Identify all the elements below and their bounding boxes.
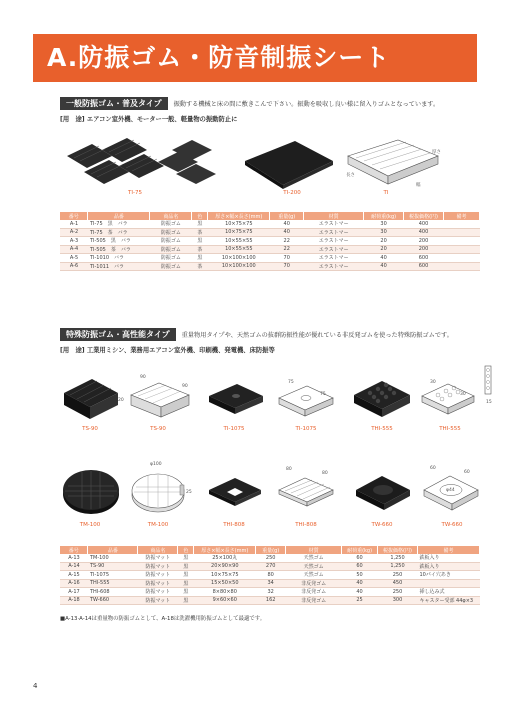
table-header-cell: 番号: [60, 546, 88, 554]
product-image-ti75-2: [152, 136, 222, 188]
table-cell: 黒: [178, 588, 194, 597]
table-cell: 250: [378, 588, 418, 597]
caption-tm100-a: TM-100: [79, 522, 101, 528]
table-cell: [444, 254, 480, 263]
table-header-cell: 耐荷重(kg): [364, 212, 404, 220]
table-row: [60, 262, 480, 271]
table-row: [60, 588, 480, 597]
table-cell: 450: [378, 579, 418, 588]
section2-title: [60, 328, 453, 340]
section2-desc: 重量物用タイプや、天然ゴムの抜群防振性能が優れている非反発ゴムを使った特殊防振ゴムです。: [181, 331, 453, 339]
dim-tm100-t: 25: [186, 490, 192, 495]
caption-ti1075-b: TI-1075: [295, 426, 317, 432]
table-cell: TS-90: [88, 562, 138, 571]
section2-tag: 特殊防振ゴム・高性能タイプ: [60, 328, 176, 341]
table-cell: エラストマー: [304, 245, 364, 254]
table-cell: A-17: [60, 588, 88, 597]
table-header-cell: 備考: [444, 212, 480, 220]
table-cell: [417, 579, 479, 588]
table-cell: A-1: [60, 220, 88, 228]
table-cell: 200: [404, 237, 444, 246]
table-cell: 10×75×75: [194, 571, 256, 580]
caption-thi555-a: THI-555: [371, 426, 393, 432]
table-cell: [444, 245, 480, 254]
dim-thi808-w: 80: [286, 467, 292, 472]
table-cell: TI-75 黒 バラ: [88, 220, 150, 228]
caption-ti75: TI-75: [128, 190, 142, 196]
dim-tm100-d: φ100: [150, 462, 162, 467]
table-cell: 22: [270, 237, 304, 246]
table-row: [60, 554, 480, 562]
product-image-thi555-diagram: [418, 376, 478, 422]
table-cell: 黒: [192, 237, 208, 246]
table-cell: 20: [364, 237, 404, 246]
table-header-cell: 税抜価格(円): [404, 212, 444, 220]
table-cell: 10×75×75: [208, 228, 270, 237]
caption-tw660-b: TW-660: [441, 522, 463, 528]
table-cell: 70: [270, 254, 304, 263]
table-cell: 250: [256, 554, 286, 562]
table-header-cell: 品番: [88, 546, 138, 554]
table-cell: THI-555: [88, 579, 138, 588]
table-cell: A-18: [60, 596, 88, 605]
table-cell: 黒: [192, 254, 208, 263]
dim-thickness: 厚さ: [432, 150, 441, 155]
table-cell: 非反発ゴム: [286, 579, 342, 588]
table-header-cell: 材質: [304, 212, 364, 220]
table-cell: 300: [378, 596, 418, 605]
table-cell: 非反発ゴム: [286, 596, 342, 605]
table2-body: [60, 554, 480, 605]
product-image-ti200: [237, 137, 337, 192]
caption-tw660-a: TW-660: [371, 522, 393, 528]
table-cell: 防振ゴム: [150, 228, 192, 237]
table-cell: 9×60×60: [194, 596, 256, 605]
product-image-thi808: [205, 470, 265, 518]
table-cell: 防振ゴム: [150, 245, 192, 254]
dim-width: 幅: [416, 183, 421, 188]
table-row: [60, 237, 480, 246]
table-cell: 20: [364, 245, 404, 254]
dim-length: 長さ: [346, 173, 355, 178]
table-cell: エラストマー: [304, 237, 364, 246]
caption-thi808-b: THI-808: [295, 522, 317, 528]
table-cell: 50: [342, 571, 378, 580]
table-cell: TM-100: [88, 554, 138, 562]
caption-tm100-b: TM-100: [147, 522, 169, 528]
caption-ts90-b: TS-90: [150, 426, 166, 432]
section1-tag: 一般防振ゴム・普及タイプ: [60, 97, 168, 110]
table-cell: 270: [256, 562, 286, 571]
table-cell: 天然ゴム: [286, 554, 342, 562]
table-cell: 防振ゴム: [150, 254, 192, 263]
table-cell: エラストマー: [304, 220, 364, 228]
table-row: [60, 254, 480, 263]
table-row: [60, 228, 480, 237]
product-image-ti1075: [205, 378, 265, 424]
table-cell: 250: [378, 571, 418, 580]
table-cell: 30: [364, 220, 404, 228]
dim-tw660-l: 60: [464, 470, 470, 475]
table-cell: 400: [404, 228, 444, 237]
product-image-thi555-side: [482, 362, 496, 398]
table-cell: キャスター受部 44φ×3: [417, 596, 479, 605]
product-image-tm100-diagram: [128, 467, 190, 517]
table-cell: 防振マット: [138, 571, 178, 580]
table-cell: 黒: [178, 579, 194, 588]
table-cell: A-13: [60, 554, 88, 562]
table-cell: 25×100丸: [194, 554, 256, 562]
table-cell: 40: [270, 228, 304, 237]
table-cell: 40: [270, 220, 304, 228]
table1-header: [60, 212, 480, 220]
table-cell: 25: [342, 596, 378, 605]
table-cell: TW-660: [88, 596, 138, 605]
table-cell: 茶: [192, 245, 208, 254]
table-cell: 防振ゴム: [150, 262, 192, 271]
table-header-cell: 重量(g): [270, 212, 304, 220]
table-cell: エラストマー: [304, 254, 364, 263]
table-cell: 黒: [178, 571, 194, 580]
table-cell: 600: [404, 254, 444, 263]
caption-ti: TI: [383, 190, 389, 196]
table-header-cell: 色: [192, 212, 208, 220]
table-cell: A-2: [60, 228, 88, 237]
table-cell: TI-1075: [88, 571, 138, 580]
table-row: [60, 562, 480, 571]
table-cell: [444, 262, 480, 271]
table-cell: 防振マット: [138, 562, 178, 571]
table-header-cell: 厚さ×幅×長さ(mm): [194, 546, 256, 554]
table-header-cell: 品番: [88, 212, 150, 220]
table-cell: 黒: [178, 554, 194, 562]
table-cell: 防振マット: [138, 588, 178, 597]
table-cell: A-6: [60, 262, 88, 271]
table-cell: 60: [342, 554, 378, 562]
table-header-cell: 番号: [60, 212, 88, 220]
table-header-cell: 税抜価格(円): [378, 546, 418, 554]
table-cell: 黒: [178, 596, 194, 605]
table-cell: 茶: [192, 262, 208, 271]
table-cell: 防振ゴム: [150, 237, 192, 246]
table-cell: 防振マット: [138, 596, 178, 605]
product-image-ts90: [60, 375, 120, 421]
table-cell: 8×80×80: [194, 588, 256, 597]
table-cell: 挿し込み式: [417, 588, 479, 597]
table-cell: エラストマー: [304, 262, 364, 271]
table-cell: [444, 237, 480, 246]
table-header-cell: 厚さ×幅×長さ(mm): [208, 212, 270, 220]
dim-thi555-t: 15: [486, 400, 492, 405]
table-cell: 1,250: [378, 562, 418, 571]
table-cell: 34: [256, 579, 286, 588]
table-cell: 非反発ゴム: [286, 588, 342, 597]
table-header-cell: 商品名: [138, 546, 178, 554]
table-cell: [444, 228, 480, 237]
table-cell: 70: [270, 262, 304, 271]
table-cell: TI-1010 バラ: [88, 254, 150, 263]
table-cell: A-5: [60, 254, 88, 263]
table-header-cell: 重量(g): [256, 546, 286, 554]
table-cell: THI-608: [88, 588, 138, 597]
table-cell: 60: [342, 562, 378, 571]
section1-desc: 振動する機械と床の間に敷きこんで下さい。振動を吸収し良い様に留入りゴムとなっています。: [173, 100, 440, 108]
dim-tw660-hole: φ44: [446, 488, 455, 493]
dim-tw660-w: 60: [430, 466, 436, 471]
dim-thi555-l: 30: [460, 392, 466, 397]
table-cell: A-15: [60, 571, 88, 580]
section2-use: [用 途] 工業用ミシン、業務用エアコン室外機、印刷機、発電機、床防振等: [60, 347, 275, 354]
table-cell: 200: [404, 245, 444, 254]
product-image-thi555: [350, 375, 414, 423]
table-cell: 天然ゴム: [286, 562, 342, 571]
spec-table-2: [60, 546, 480, 605]
table-cell: 40: [342, 579, 378, 588]
table-header-cell: 材質: [286, 546, 342, 554]
table-cell: 20×90×90: [194, 562, 256, 571]
table2-header: [60, 546, 480, 554]
table-cell: 10×55×55: [208, 237, 270, 246]
table-cell: [444, 220, 480, 228]
dim-ti1075-l: 75: [320, 392, 326, 397]
table-row: [60, 245, 480, 254]
table-cell: A-16: [60, 579, 88, 588]
table-header-cell: 耐荷重(kg): [342, 546, 378, 554]
product-image-tm100: [60, 462, 122, 518]
table-cell: 黒: [178, 562, 194, 571]
table-cell: 黒: [192, 220, 208, 228]
table-row: [60, 579, 480, 588]
table-cell: 10×100×100: [208, 262, 270, 271]
table-cell: TI-505 茶 バラ: [88, 245, 150, 254]
product-image-ti1075-diagram: [275, 382, 335, 422]
table-row: [60, 571, 480, 580]
table-cell: 鉄板入り: [417, 554, 479, 562]
table-cell: 40: [342, 588, 378, 597]
caption-thi555-b: THI-555: [439, 426, 461, 432]
footnote: ■A-13·A-14は重量物の防振ゴムとして、A-18は洗濯機用防振ゴムとして最適です。: [60, 616, 266, 622]
product-image-thi808-diagram: [275, 470, 337, 518]
table-cell: 10×100×100: [208, 254, 270, 263]
table-cell: 32: [256, 588, 286, 597]
caption-ti1075-a: TI-1075: [223, 426, 245, 432]
table-header-cell: 商品名: [150, 212, 192, 220]
table-cell: 防振ゴム: [150, 220, 192, 228]
dim-ts90-w: 90: [140, 375, 146, 380]
dim-thi555-w: 30: [430, 380, 436, 385]
table-cell: 162: [256, 596, 286, 605]
table-cell: 400: [404, 220, 444, 228]
table-cell: A-14: [60, 562, 88, 571]
table-row: [60, 220, 480, 228]
table-cell: 鉄板入り: [417, 562, 479, 571]
table-cell: A-4: [60, 245, 88, 254]
dim-ts90-t: 20: [118, 398, 124, 403]
section1-use: [用 途] エアコン室外機、モーター一般、軽量物の振動防止に: [60, 116, 238, 123]
table-cell: 80: [256, 571, 286, 580]
table-cell: TI-75 茶 バラ: [88, 228, 150, 237]
table1-body: [60, 220, 480, 271]
product-image-tw660-diagram: [420, 468, 484, 518]
caption-thi808-a: THI-808: [223, 522, 245, 528]
table-cell: 防振マット: [138, 579, 178, 588]
table-cell: 10×75×75: [208, 220, 270, 228]
table-cell: TI-505 黒 バラ: [88, 237, 150, 246]
table-cell: 15×50×50: [194, 579, 256, 588]
caption-ti200: TI-200: [283, 190, 301, 196]
table-cell: 10パイ穴あき: [417, 571, 479, 580]
dim-ti1075-w: 75: [288, 380, 294, 385]
table-header-cell: 色: [178, 546, 194, 554]
table-cell: 1,250: [378, 554, 418, 562]
table-cell: 40: [364, 262, 404, 271]
table-row: [60, 596, 480, 605]
caption-ts90-a: TS-90: [82, 426, 98, 432]
table-cell: 22: [270, 245, 304, 254]
dim-ts90-l: 90: [182, 384, 188, 389]
table-cell: 茶: [192, 228, 208, 237]
table-cell: 10×55×55: [208, 245, 270, 254]
product-image-tw660: [352, 468, 414, 518]
table-cell: 天然ゴム: [286, 571, 342, 580]
table-cell: A-3: [60, 237, 88, 246]
table-cell: 600: [404, 262, 444, 271]
spec-table-1: [60, 212, 480, 271]
table-header-cell: 備考: [417, 546, 479, 554]
table-cell: 防振マット: [138, 554, 178, 562]
page-number: 4: [33, 682, 38, 690]
table-cell: エラストマー: [304, 228, 364, 237]
section1-title: [60, 97, 439, 109]
dim-thi808-l: 80: [322, 471, 328, 476]
table-cell: TI-1011 バラ: [88, 262, 150, 271]
table-cell: 40: [364, 254, 404, 263]
page-banner: A.防振ゴム・防音制振シート: [33, 34, 477, 82]
product-image-ti-diagram: [342, 136, 442, 191]
table-cell: 30: [364, 228, 404, 237]
